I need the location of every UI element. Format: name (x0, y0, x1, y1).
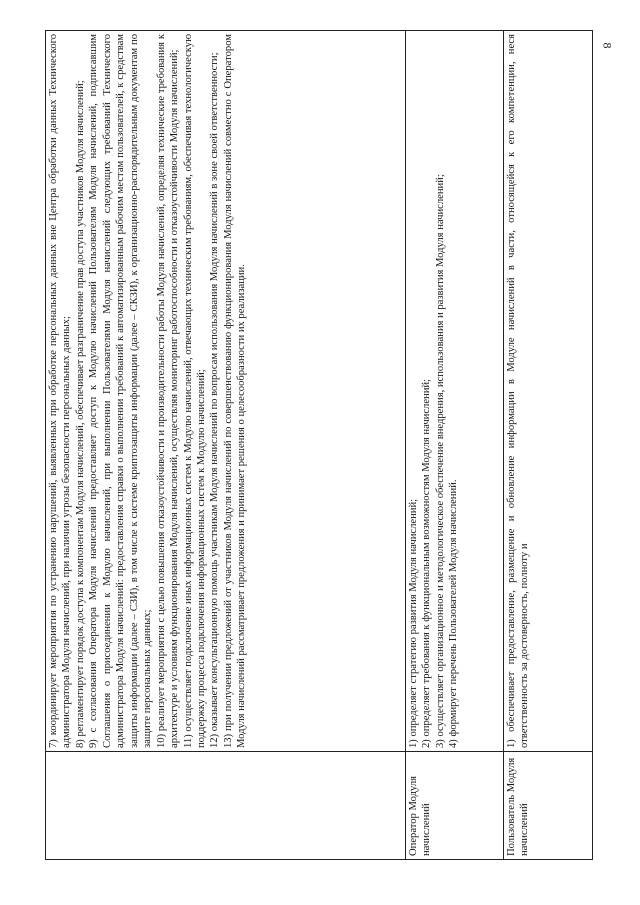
duties-cell (504, 31, 593, 752)
role-cell (46, 752, 406, 860)
list-item: 10) реализует мероприятия с целью повышения отказоустойчивости и производительности работы Модуля начислений, определяя технические требования к архитектуре и условиям функционирования Модуля начислений, осуществляя мониторинг работоспособности и отказоустойчивости Модуля начислений; (155, 34, 181, 748)
page-number: 8 (600, 42, 615, 49)
list-item: 7) координирует мероприятия по устранению нарушений, выявленных при обработке персональных данных вне Центра обработки данных Технического администратора Модуля начислений, при наличии угрозы безопасности персональных данных; (48, 34, 73, 748)
role-label: Пользователь Модуля начислений (506, 757, 531, 856)
list-item: 4) формирует перечень Пользователей Модуля начислений. (448, 479, 460, 748)
table-row (504, 31, 593, 860)
list-item: 1) определяет стратегию развития Модуля начислений; (408, 498, 419, 748)
list-item: 13) при получении предложений от участников Модуля начислений по совершенствованию функционирования Модуля начислений совместно с Оператором Модуля начислений рассматривает предложения и принимает решения о целесообразности их реализации. (222, 34, 248, 748)
list-item: 11) осуществляет подключение иных информационных систем к Модулю начислений, отвечающих техническим требованиям, обеспечивая технологическую поддержку процесса подключения информационных систем к Модулю начислений; (182, 34, 207, 748)
duties-cell (46, 31, 406, 752)
list-item: 1) обеспечивает предоставление, размещение и обновление информации в Модуле начислений в части, относящейся к его компетенции, неся ответственность за достоверность, полноту и (506, 34, 531, 748)
list-item: 3) осуществляет организационное и методологическое обеспечение внедрения, использования и развития Модуля начислений; (434, 174, 446, 748)
duties-cell (406, 31, 504, 752)
rotated-page-content (45, 30, 593, 860)
responsibilities-table (45, 30, 593, 860)
table-row (46, 31, 406, 860)
role-cell (504, 752, 593, 860)
role-label: Оператор Модуля начислений (408, 775, 433, 856)
role-cell (406, 752, 504, 860)
list-item: 2) определяет требования к функциональным возможностям Модуля начислений; (421, 379, 433, 748)
list-item: 8) регламентирует порядок доступа к компонентам Модуля начислений, обеспечивает разграничение прав доступа участников Модуля начислений; (74, 80, 86, 748)
list-item: 9) с согласования Оператора Модуля начислений предоставляет доступ к Модулю начислений Пользователям Модуля начислений, подписавшим Соглашения о присоединении к Модулю начислений, при выполнении Пользователями Модуля начислений следующих требований Технического администратора Модуля начислений: предоставления справки о выполнении требований к автоматизированным рабочим местам пользователей, к средствам защиты информации (далее – СЗИ), в том числе к системе криптозащиты информации (далее – СКЗИ), к организационно-распорядительным документам по защите персональных данных; (88, 34, 154, 748)
table-row (406, 31, 504, 860)
list-item: 12) оказывает консультационную помощь участникам Модуля начислений по вопросам использования Модуля начислений в зоне своей ответственности; (209, 52, 221, 748)
